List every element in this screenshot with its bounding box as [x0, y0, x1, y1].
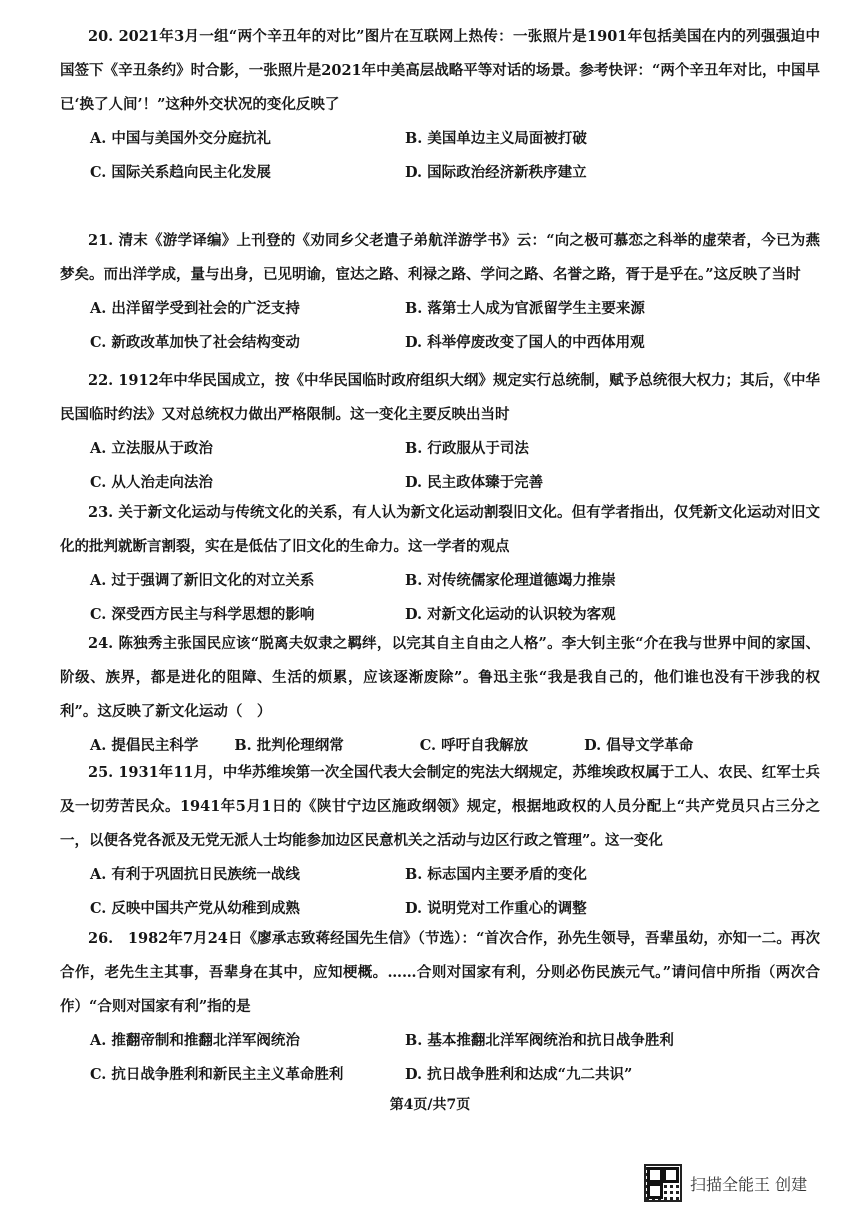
scanner-watermark — [644, 1164, 807, 1202]
option-d: D. 抗日战争胜利和达成“九二共识” — [405, 1066, 633, 1083]
option-a: A. 提倡民主科学 — [90, 737, 199, 754]
options-row — [60, 1024, 820, 1058]
option-c: C. 抗日战争胜利和新民主主义革命胜利 — [90, 1066, 344, 1083]
question-stem: 26. 1982年7月24日《廖承志致蒋经国先生信》（节选）：“首次合作，孙先生领导，吾辈虽幼，亦知一二。再次合作，老先生主其事，吾辈身在其中，应知梗概。……合则对国家有利，分则必伤民族元气。”请问信中所指（两次合作）“合则对国家有利”指的是 — [60, 930, 820, 1015]
option-c: C. 反映中国共产党从幼稚到成熟 — [90, 900, 300, 917]
question-23 — [60, 496, 820, 632]
options-row — [60, 156, 820, 190]
options-row — [60, 326, 820, 360]
question-20 — [60, 20, 820, 190]
option-a: A. 中国与美国外交分庭抗礼 — [90, 130, 271, 147]
question-26 — [60, 922, 820, 1092]
option-b: B. 美国单边主义局面被打破 — [405, 130, 587, 147]
option-c: C. 新政改革加快了社会结构变动 — [90, 334, 300, 351]
options-row — [60, 858, 820, 892]
option-d: D. 国际政治经济新秩序建立 — [405, 164, 587, 181]
option-b: B. 标志国内主要矛盾的变化 — [405, 866, 587, 883]
question-21 — [60, 224, 820, 360]
option-b: B. 批判伦理纲常 — [234, 737, 344, 754]
option-b: B. 基本推翻北洋军阀统治和抗日战争胜利 — [405, 1032, 674, 1049]
question-stem: 21. 清末《游学译编》上刊登的《劝同乡父老遣子弟航洋游学书》云：“向之极可慕恋之科举的虚荣者，今已为燕梦矣。而出洋学成，量与出身，已见明谕，宦达之路、利禄之路、学问之路、名誉之路，胥于是乎在。”这反映了当时 — [60, 232, 820, 283]
qr-code-icon — [644, 1164, 682, 1202]
question-stem: 22. 1912年中华民国成立，按《中华民国临时政府组织大纲》规定实行总统制，赋予总统很大权力；其后，《中华民国临时约法》又对总统权力做出严格限制。这一变化主要反映出当时 — [60, 372, 820, 423]
options-row — [60, 122, 820, 156]
option-d: D. 科举停废改变了国人的中西体用观 — [405, 334, 645, 351]
question-stem: 25. 1931年11月，中华苏维埃第一次全国代表大会制定的宪法大纲规定，苏维埃政权属于工人、农民、红军士兵及一切劳苦民众。1941年5月1日的《陕甘宁边区施政纲领》规定，根据地政权的人员分配上“共产党员只占三分之一，以便各党各派及无党无派人士均能参加边区民意机关之活动与边区行政之管理”。这一变化 — [60, 764, 820, 849]
option-b: B. 行政服从于司法 — [405, 440, 529, 457]
options-row — [60, 564, 820, 598]
options-row — [60, 892, 820, 926]
options-row — [60, 1058, 820, 1092]
options-row — [60, 432, 820, 466]
watermark-text: 扫描全能王 创建 — [690, 1174, 808, 1194]
option-c: C. 呼吁自我解放 — [419, 737, 529, 754]
options-row — [60, 292, 820, 326]
options-row — [60, 466, 820, 500]
option-d: D. 倡导文学革命 — [584, 737, 694, 754]
option-d: D. 说明党对工作重心的调整 — [405, 900, 587, 917]
option-a: A. 推翻帝制和推翻北洋军阀统治 — [90, 1032, 300, 1049]
question-22 — [60, 364, 820, 500]
option-d: D. 对新文化运动的认识较为客观 — [405, 606, 616, 623]
question-stem: 24. 陈独秀主张国民应该“脱离夫奴隶之羁绊，以完其自主自由之人格”。李大钊主张“介在我与世界中间的家国、阶级、族界，都是进化的阻障、生活的烦累，应该逐渐废除”。鲁迅主张“我是我自己的，他们谁也没有干涉我的权利”。这反映了新文化运动（ ） — [60, 635, 820, 720]
option-a: A. 立法服从于政治 — [90, 440, 213, 457]
option-c: C. 从人治走向法治 — [90, 474, 213, 491]
page-number: 第4页/共7页 — [389, 1097, 471, 1113]
option-c: C. 深受西方民主与科学思想的影响 — [90, 606, 315, 623]
option-a: A. 过于强调了新旧文化的对立关系 — [90, 572, 315, 589]
question-stem: 20. 2021年3月一组“两个辛丑年的对比”图片在互联网上热传：一张照片是1901年包括美国在内的列强强迫中国签下《辛丑条约》时合影，一张照片是2021年中美高层战略平等对话的场景。参考快评：“两个辛丑年对比，中国早已‘换了人间’！”这种外交状况的变化反映了 — [60, 28, 820, 113]
question-stem: 23. 关于新文化运动与传统文化的关系，有人认为新文化运动割裂旧文化。但有学者指出，仅凭新文化运动对旧文化的批判就断言割裂，实在是低估了旧文化的生命力。这一学者的观点 — [60, 504, 820, 555]
question-24 — [60, 627, 820, 763]
option-a: A. 出洋留学受到社会的广泛支持 — [90, 300, 300, 317]
option-a: A. 有利于巩固抗日民族统一战线 — [90, 866, 300, 883]
option-d: D. 民主政体臻于完善 — [405, 474, 544, 491]
option-b: B. 对传统儒家伦理道德竭力推崇 — [405, 572, 616, 589]
question-25 — [60, 756, 820, 926]
option-b: B. 落第士人成为官派留学生主要来源 — [405, 300, 645, 317]
option-c: C. 国际关系趋向民主化发展 — [90, 164, 271, 181]
